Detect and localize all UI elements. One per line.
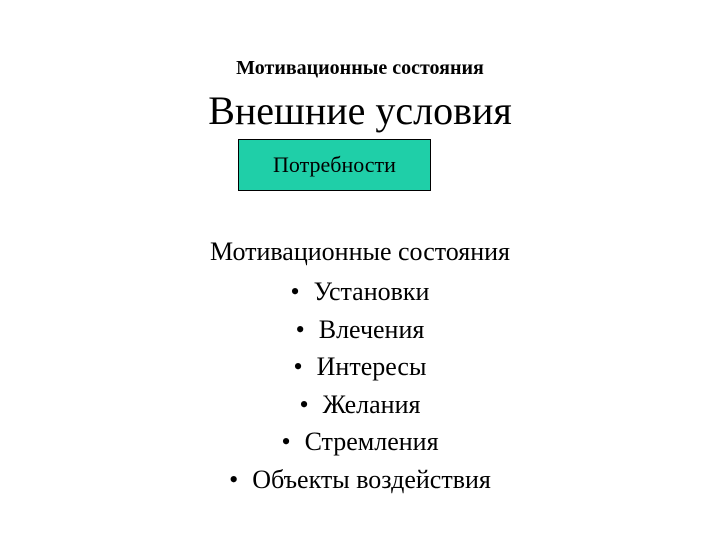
slide-title: Внешние условия [208, 88, 512, 133]
list-item [0, 461, 720, 499]
bullet: • [293, 352, 303, 382]
list-item-label: Установки [313, 277, 430, 306]
slide-subtitle: Мотивационные состояния [236, 57, 484, 79]
list-item [0, 348, 720, 386]
list-item [0, 423, 720, 461]
list-item-label: Объекты воздействия [252, 464, 491, 494]
states-title: Мотивационные состояния [209, 237, 511, 266]
list-item-label: Интересы [316, 352, 427, 382]
bullet: • [299, 389, 309, 419]
list-item [0, 386, 720, 424]
states-list [0, 273, 720, 499]
list-item-label: Стремления [304, 427, 439, 457]
list-item-label: Влечения [318, 314, 425, 344]
bullet: • [281, 427, 291, 457]
needs-box [238, 139, 431, 191]
bullet: • [290, 277, 300, 306]
list-item-label: Желания [322, 389, 421, 419]
needs-box-label: Потребности [273, 152, 396, 177]
bullet: • [229, 464, 239, 494]
list-item [0, 311, 720, 349]
list-item [0, 273, 720, 311]
bullet: • [295, 314, 305, 344]
